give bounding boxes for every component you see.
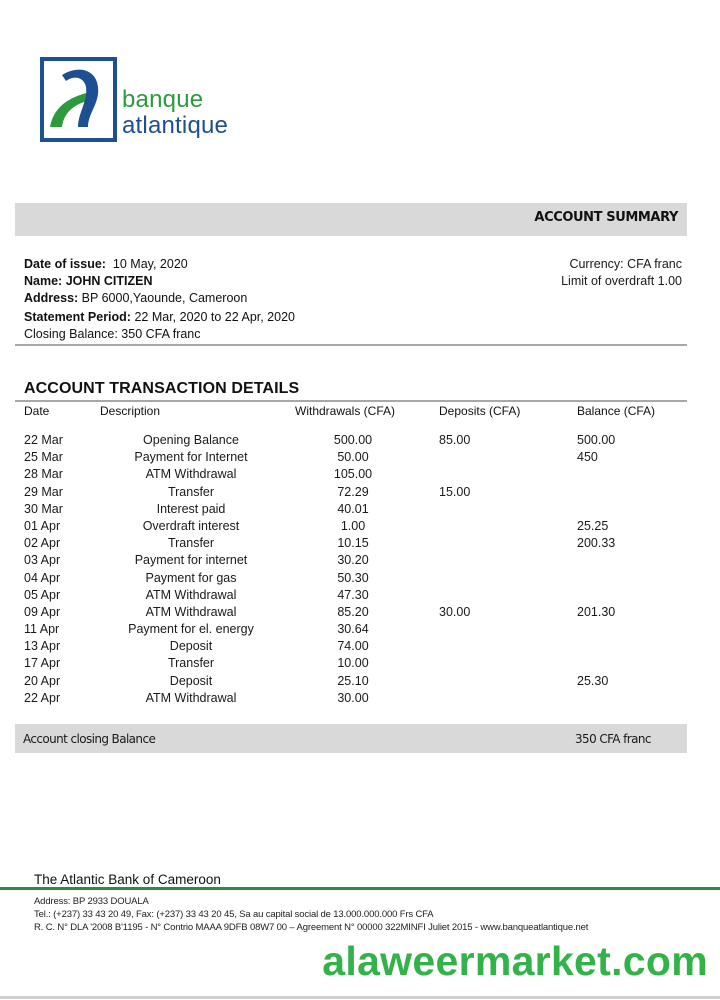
- row-withdrawal: 10.15: [337, 536, 369, 551]
- row-date: 02 Apr: [24, 536, 61, 551]
- row-withdrawal: 105.00: [333, 467, 373, 482]
- row-withdrawal: 30.64: [337, 622, 369, 637]
- row-description: ATM Withdrawal: [145, 467, 237, 482]
- table-row: [0, 587, 720, 604]
- logo-text-atlantique: atlantique: [122, 112, 229, 139]
- column-header-balance: Balance (CFA): [577, 404, 656, 418]
- account-info: [24, 256, 295, 343]
- row-description: Deposit: [169, 673, 213, 688]
- row-withdrawal: 85.20: [337, 604, 369, 619]
- column-header-date: Date: [24, 404, 50, 418]
- table-row: [0, 604, 720, 621]
- table-row: [0, 449, 720, 466]
- column-header-withdrawals: Withdrawals (CFA): [295, 404, 396, 418]
- row-description: ATM Withdrawal: [145, 587, 237, 602]
- table-row: [0, 570, 720, 587]
- table-row: [0, 690, 720, 707]
- table-row: [0, 638, 720, 655]
- table-row: [0, 552, 720, 569]
- footer-bank-name: The Atlantic Bank of Cameroon: [34, 872, 221, 887]
- column-header-description: Description: [100, 404, 161, 418]
- account-terms: [561, 256, 682, 290]
- row-withdrawal: 74.00: [337, 639, 369, 654]
- closing-balance-label: Closing Balance:: [24, 327, 118, 341]
- row-deposit: 30.00: [439, 604, 471, 619]
- row-description: Payment for internet: [134, 553, 248, 568]
- table-row: [0, 673, 720, 690]
- closing-balance-bar-label: Account closing Balance: [23, 732, 156, 746]
- row-balance: 201.30: [577, 604, 616, 619]
- footer-address: Address: BP 2933 DOUALA: [34, 896, 149, 907]
- statement-period: [24, 309, 295, 326]
- row-withdrawal: 50.30: [337, 570, 369, 585]
- row-date: 25 Mar: [24, 450, 63, 465]
- table-row: [0, 518, 720, 535]
- row-description: Deposit: [169, 639, 213, 654]
- watermark: alaweermarket.com: [322, 938, 708, 984]
- logo-a-icon: [44, 61, 113, 138]
- transactions-table: [0, 432, 720, 707]
- row-date: 22 Apr: [24, 690, 61, 705]
- address-value: BP 6000,Yaounde, Cameroon: [81, 291, 248, 305]
- table-row: [0, 501, 720, 518]
- row-date: 11 Apr: [24, 622, 60, 637]
- footer-divider: [0, 887, 720, 890]
- row-withdrawal: 1.00: [340, 518, 366, 533]
- row-date: 05 Apr: [24, 587, 61, 602]
- closing-balance-bar: [15, 724, 687, 753]
- closing-balance-bar-value: 350 CFA franc: [575, 732, 651, 746]
- table-row: [0, 484, 720, 501]
- row-date: 30 Mar: [24, 501, 63, 516]
- transactions-divider: [15, 400, 687, 402]
- row-date: 13 Apr: [24, 639, 61, 654]
- bottom-border: [0, 996, 720, 999]
- name-value: JOHN CITIZEN: [65, 274, 153, 288]
- statement-period-label: Statement Period:: [24, 310, 131, 324]
- row-withdrawal: 50.00: [337, 450, 369, 465]
- table-row: [0, 535, 720, 552]
- row-date: 03 Apr: [24, 553, 61, 568]
- account-summary-title: ACCOUNT SUMMARY: [534, 210, 678, 225]
- row-withdrawal: 47.30: [337, 587, 369, 602]
- row-withdrawal: 10.00: [337, 656, 369, 671]
- customer-address: [24, 290, 295, 307]
- currency: Currency: CFA franc: [569, 257, 682, 271]
- row-withdrawal: 500.00: [333, 433, 373, 447]
- row-description: Overdraft interest: [142, 518, 240, 533]
- row-date: 04 Apr: [24, 570, 61, 585]
- row-withdrawal: 25.10: [337, 673, 369, 688]
- table-row: [0, 466, 720, 483]
- row-balance: 500.00: [577, 433, 616, 447]
- row-withdrawal: 40.01: [337, 501, 369, 516]
- closing-balance: [24, 326, 295, 343]
- footer-registration: R. C. N° DLA '2008 B'1195 - N° Contrio MAAA 9DFB 08W7 00 – Agreement N° 00000 322MINFI Juliet 2015 - www.banqueatlantique.net: [34, 922, 589, 933]
- row-withdrawal: 72.29: [337, 484, 369, 499]
- date-of-issue: [24, 256, 295, 273]
- row-date: 01 Apr: [24, 518, 61, 533]
- row-date: 09 Apr: [24, 604, 61, 619]
- summary-divider: [15, 344, 687, 346]
- row-date: 29 Mar: [24, 484, 63, 499]
- overdraft-limit: Limit of overdraft 1.00: [561, 274, 682, 288]
- row-balance: 200.33: [577, 536, 616, 551]
- row-description: Payment for gas: [145, 570, 237, 585]
- row-withdrawal: 30.20: [337, 553, 369, 568]
- row-description: ATM Withdrawal: [145, 604, 237, 619]
- table-row: [0, 655, 720, 672]
- date-of-issue-value: 10 May, 2020: [112, 257, 188, 271]
- row-date: 20 Apr: [24, 673, 61, 688]
- footer-details: [34, 895, 588, 934]
- statement-period-value: 22 Mar, 2020 to 22 Apr, 2020: [134, 310, 295, 324]
- row-description: Transfer: [167, 484, 215, 499]
- row-balance: 25.25: [577, 518, 609, 533]
- row-date: 17 Apr: [24, 656, 61, 671]
- closing-balance-value: 350 CFA franc: [121, 327, 201, 341]
- account-summary-header: [15, 203, 687, 236]
- column-header-deposits: Deposits (CFA): [439, 404, 521, 418]
- row-deposit: 85.00: [439, 433, 471, 447]
- table-row: [0, 432, 720, 449]
- row-description: Payment for Internet: [134, 450, 248, 465]
- date-of-issue-label: Date of issue:: [24, 257, 106, 271]
- address-label: Address:: [24, 291, 79, 305]
- row-balance: 450: [577, 450, 598, 465]
- row-deposit: 15.00: [439, 484, 471, 499]
- row-balance: 25.30: [577, 673, 609, 688]
- footer-contact: Tel.: (+237) 33 43 20 49, Fax: (+237) 33 43 20 45, Sa au capital social de 13.000.000.000 Frs CFA: [34, 909, 434, 920]
- logo-mark: [40, 57, 117, 142]
- bank-logo: [40, 57, 260, 147]
- row-description: Interest paid: [156, 501, 226, 516]
- row-description: Transfer: [167, 536, 215, 551]
- row-description: Transfer: [167, 656, 215, 671]
- table-row: [0, 621, 720, 638]
- row-description: Payment for el. energy: [128, 622, 254, 637]
- row-date: 28 Mar: [24, 467, 63, 482]
- name-label: Name:: [24, 274, 63, 288]
- row-withdrawal: 30.00: [337, 690, 369, 705]
- customer-name: [24, 273, 295, 290]
- logo-text-banque: banque: [122, 86, 204, 113]
- row-description: Opening Balance: [143, 433, 239, 447]
- row-description: ATM Withdrawal: [145, 690, 237, 705]
- transactions-title: ACCOUNT TRANSACTION DETAILS: [24, 380, 300, 397]
- row-date: 22 Mar: [24, 433, 63, 447]
